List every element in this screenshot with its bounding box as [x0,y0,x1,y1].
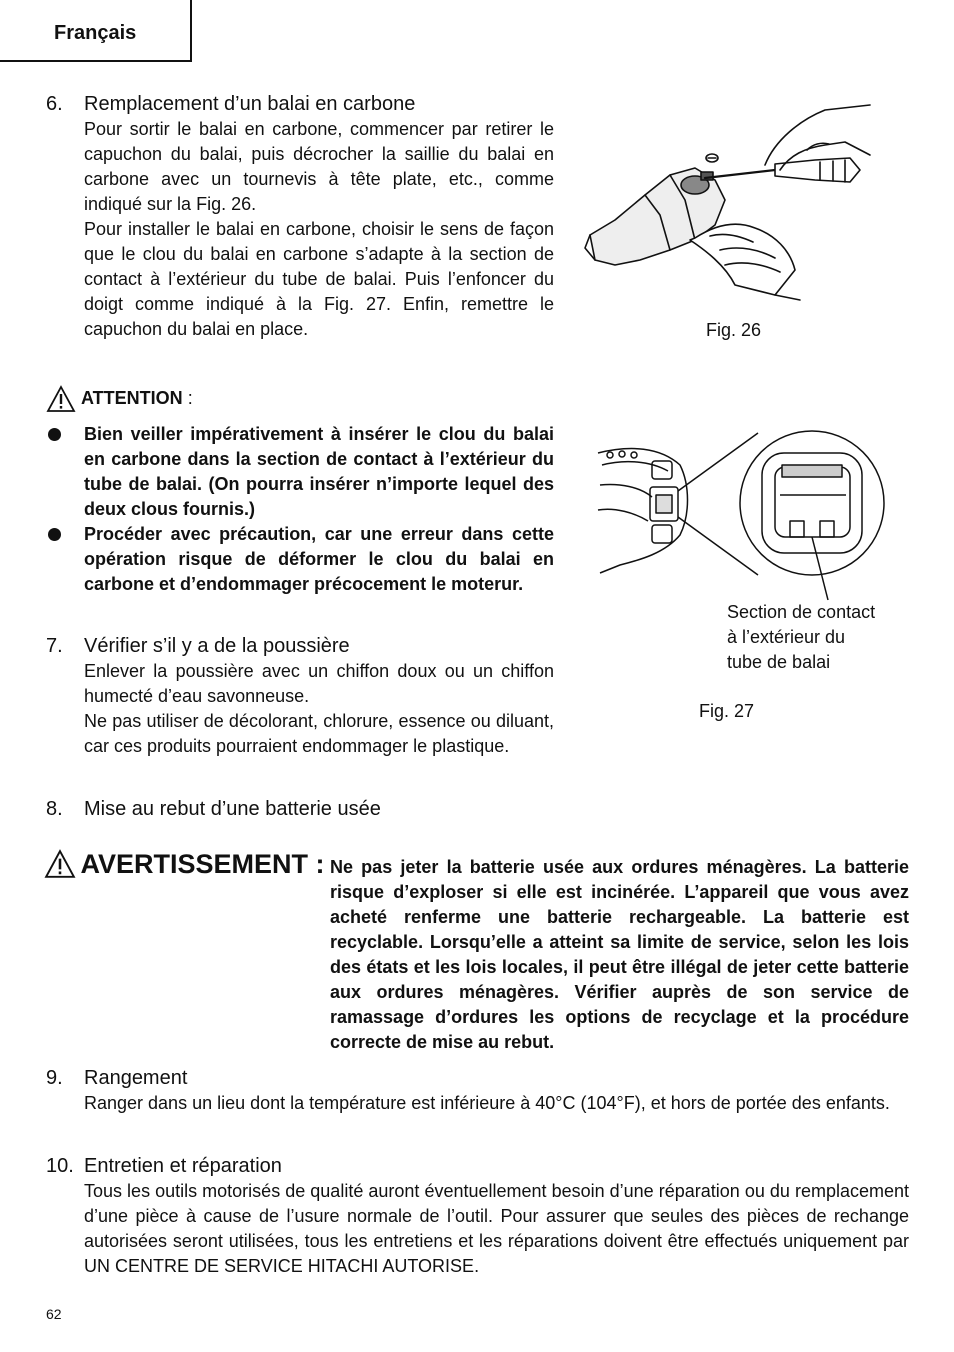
section-6-paragraph-1: Pour sortir le balai en carbone, commencer par retirer le capuchon du balai, puis décrocher la saillie du balai en carbone avec un tournevis à tête plate, etc., comme indiqué sur la Fig. 26. [84,119,554,214]
section-9-title: Rangement [84,1067,188,1089]
section-7-paragraph-2: Ne pas utiliser de décolorant, chlorure, essence ou diluant, car ces produits pourraient endommager le plastique. [84,711,554,756]
figure-26-illustration [575,100,875,305]
warning-triangle-icon [44,849,76,879]
section-9-paragraph-1: Ranger dans un lieu dont la température est inférieure à 40°C (104°F), et hors de portée des enfants. [84,1093,890,1113]
figure-27-illustration [590,425,895,605]
section-10-number: 10. [46,1155,74,1177]
language-label: Français [54,22,137,44]
section-8-number: 8. [46,798,63,820]
section-10-paragraph-1: Tous les outils motorisés de qualité auront éventuellement besoin d’une réparation ou du remplacement d’une pièce à cause de l’usure normale de l’outil. Pour assurer que seules des pièces de rechange autorisées seront utilisées, tous les entretiens et les réparations doivent être effectués uniquement par UN CENTRE DE SERVICE HITACHI AUTORISE. [84,1181,909,1276]
callout-line: Section de contact [727,602,876,622]
section-7-number: 7. [46,635,63,657]
section-7-title: Vérifier s’il y a de la poussière [84,635,350,657]
figure-27-callout [727,600,875,675]
bullet-dot [48,528,61,541]
section-6-number: 6. [46,93,63,115]
avertissement-heading [44,846,324,882]
avertissement-body [330,855,909,1055]
figure-27-caption: Fig. 27 [699,701,755,721]
attention-bullet-2 [84,522,554,597]
callout-line: tube de balai [727,652,831,672]
section-6-paragraph-2: Pour installer le balai en carbone, choisir le sens de façon que le clou du balai en carbone s’adapte à la section de contact à l’extérieur du tube de balai. Puis l’enfoncer du doigt comme indiqué à la Fig. 27. Enfin, remettre le capuchon du balai en place. [84,219,554,339]
section-9-body [84,1091,909,1116]
figure-26-caption: Fig. 26 [706,320,762,340]
language-tab [0,0,192,62]
attention-bullet-text: Procéder avec précaution, car une erreur dans cette opération risque de déformer le clou du balai en carbone et d’endommager précocement le moterur. [84,524,554,594]
attention-bullet-1 [84,422,554,522]
page-number: 62 [46,1306,62,1322]
avertissement-label: AVERTISSEMENT : [80,849,325,879]
section-9-number: 9. [46,1067,63,1089]
attention-colon: : [187,388,193,408]
section-10-body [84,1179,909,1279]
section-7-paragraph-1: Enlever la poussière avec un chiffon doux ou un chiffon humecté d’eau savonneuse. [84,661,554,706]
attention-heading [46,383,193,413]
avertissement-text: Ne pas jeter la batterie usée aux ordures ménagères. La batterie risque d’exploser si elle est incinérée. L’appareil que vous avez acheté renferme une batterie rechargeable. La batterie est recyclable. Lorsqu’elle a atteint sa limite de service, selon les lois des états et les lois locales, il peut être illégal de jeter cette batterie aux ordures ménagères. Vérifier auprès de son service de ramassage d’ordures les options de recyclage et la procédure correcte de mise au rebut. [330,857,909,1052]
warning-triangle-icon [46,385,76,413]
bullet-dot [48,428,61,441]
section-6-title: Remplacement d’un balai en carbone [84,93,416,115]
section-6-body [84,117,554,342]
attention-label: ATTENTION [81,388,183,408]
attention-bullet-text: Bien veiller impérativement à insérer le clou du balai en carbone dans la section de contact à l’extérieur du tube de balai. (On pourra insérer n’importe lequel des deux clous fournis.) [84,424,554,519]
section-7-body [84,659,554,759]
callout-line: à l’extérieur du [727,627,846,647]
section-10-title: Entretien et réparation [84,1155,282,1177]
section-8-title: Mise au rebut d’une batterie usée [84,798,381,820]
